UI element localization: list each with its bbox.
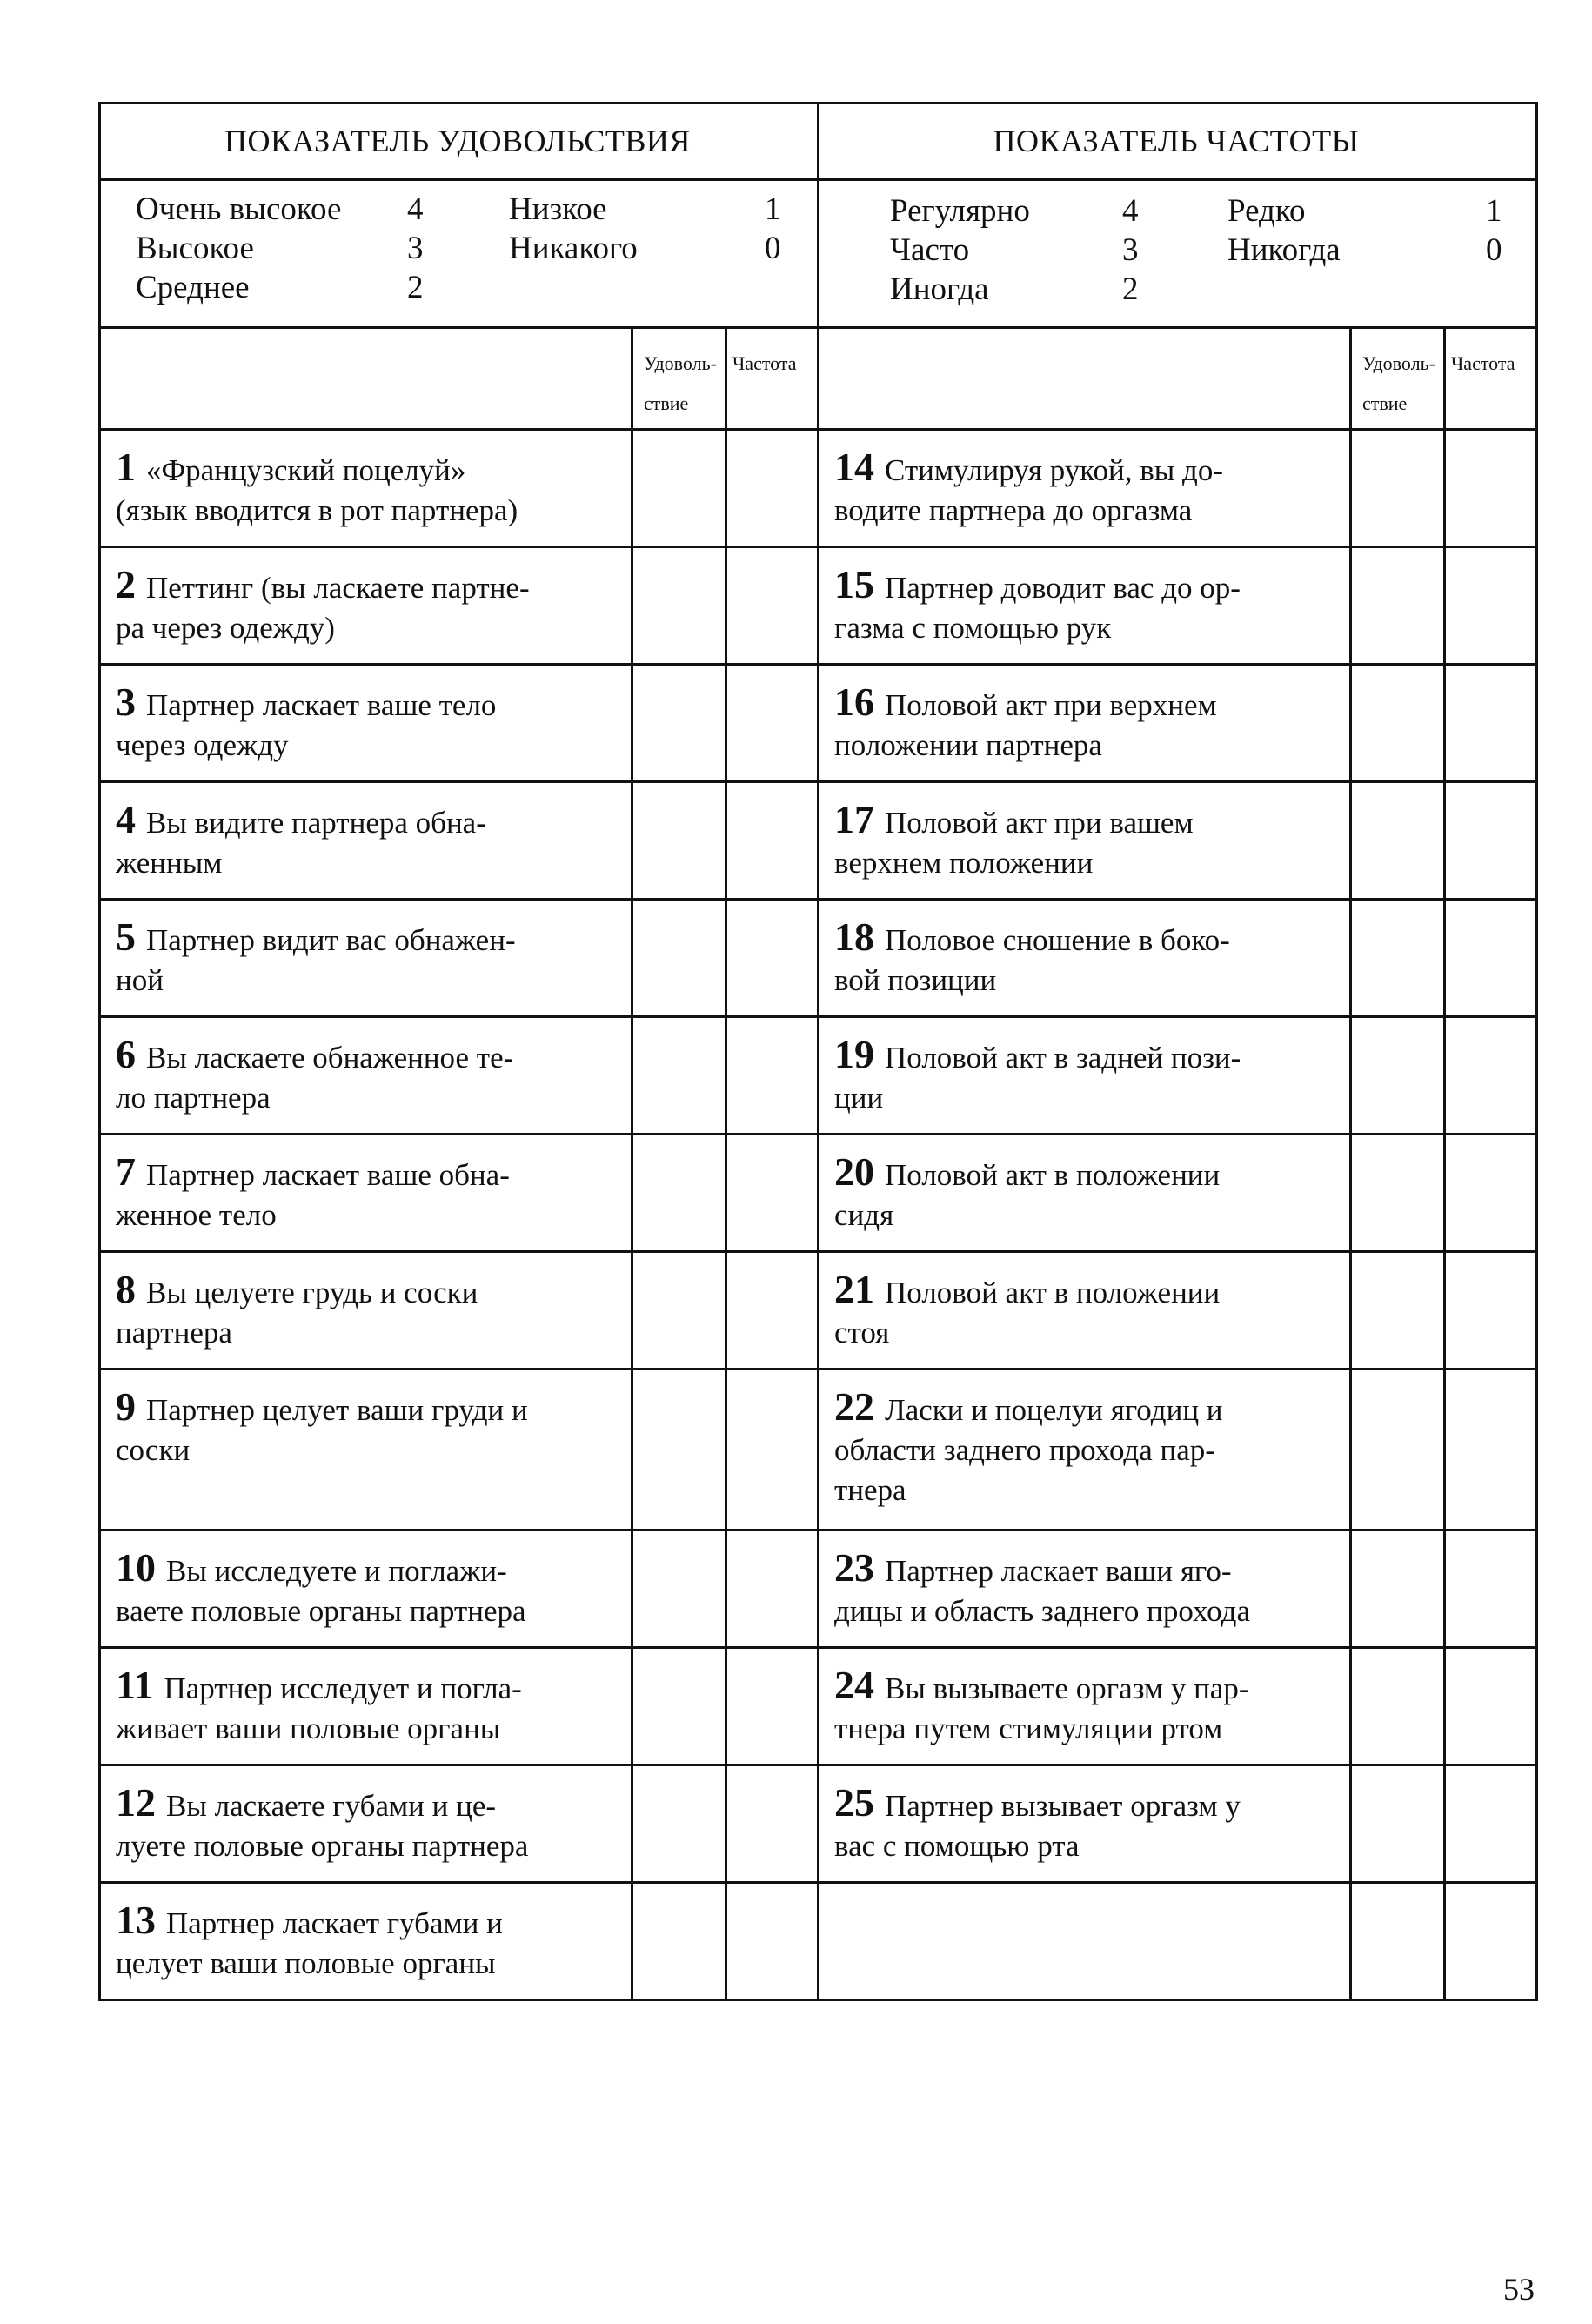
questionnaire-item (116, 914, 620, 1001)
questionnaire-item (116, 682, 620, 766)
frequency-score-cell[interactable] (1446, 1253, 1533, 1368)
item-text: Партнер вызывает оргазм у вас с помощью рта (834, 1789, 1241, 1863)
pleasure-score-cell[interactable] (633, 666, 725, 780)
frequency-header: ПОКАЗАТЕЛЬ ЧАСТОТЫ (993, 124, 1360, 158)
pleasure-score-cell[interactable] (1352, 1135, 1443, 1250)
item-text: Вы целуете грудь и соски партнера (116, 1276, 478, 1350)
scale-label: Иногда (890, 271, 989, 307)
item-number: 16 (834, 680, 874, 724)
questionnaire-item (116, 1149, 620, 1236)
item-number: 20 (834, 1149, 874, 1194)
pleasure-score-cell[interactable] (1352, 431, 1443, 546)
item-text: Половой акт в задней пози- ции (834, 1041, 1241, 1115)
frequency-score-cell[interactable] (727, 1135, 814, 1250)
column-header-line: Удоволь- (1362, 352, 1435, 374)
column-header-rule (98, 428, 1538, 431)
item-number: 1 (116, 445, 136, 489)
scale-value: 0 (765, 231, 781, 266)
item-number: 23 (834, 1545, 874, 1590)
scale-label: Высокое (136, 231, 254, 266)
questionnaire-item (116, 1900, 620, 1984)
scale-rule (98, 326, 1538, 329)
item-number: 24 (834, 1663, 874, 1707)
item-text: Половое сношение в боко- вой позиции (834, 923, 1230, 997)
pleasure-score-cell[interactable] (1352, 901, 1443, 1015)
scale-label: Низкое (509, 191, 607, 227)
frequency-score-cell[interactable] (1446, 548, 1533, 663)
item-text: Партнер ласкает губами и целует ваши половые органы (116, 1906, 503, 1980)
questionnaire-item (116, 1384, 620, 1470)
questionnaire-item (116, 1545, 620, 1631)
frequency-score-cell[interactable] (1446, 1018, 1533, 1133)
table-border-left (98, 102, 101, 2001)
questionnaire-item (834, 1780, 1343, 1866)
pleasure-score-cell[interactable] (633, 783, 725, 898)
item-number: 18 (834, 914, 874, 959)
item-number: 14 (834, 445, 874, 489)
item-text: Половой акт в положении сидя (834, 1158, 1221, 1232)
item-text: Половой акт в положении стоя (834, 1276, 1221, 1350)
item-number: 22 (834, 1384, 874, 1429)
pleasure-score-cell[interactable] (1352, 783, 1443, 898)
frequency-score-cell[interactable] (727, 666, 814, 780)
pleasure-score-cell[interactable] (633, 1766, 725, 1881)
item-number: 12 (116, 1780, 156, 1825)
scale-label: Редко (1227, 193, 1306, 229)
pleasure-score-cell[interactable] (1352, 1649, 1443, 1764)
scale-value: 4 (407, 191, 424, 227)
questionnaire-item (834, 1384, 1343, 1510)
item-number: 21 (834, 1267, 874, 1311)
item-text: Вы вызываете оргазм у пар- тнера путем стимуляции ртом (834, 1671, 1249, 1745)
questionnaire-item (834, 914, 1343, 1001)
right-pleasure-column-header (1362, 344, 1435, 424)
frequency-score-cell[interactable] (727, 783, 814, 898)
frequency-score-cell[interactable] (727, 901, 814, 1015)
column-header-line: Частота (1451, 352, 1515, 374)
item-text: Партнер ласкает ваши яго- дицы и область заднего прохода (834, 1554, 1251, 1628)
pleasure-score-cell[interactable] (633, 1018, 725, 1133)
item-number: 9 (116, 1384, 136, 1429)
pleasure-score-cell[interactable] (633, 901, 725, 1015)
item-text: Вы ласкаете обнаженное те- ло партнера (116, 1041, 514, 1115)
questionnaire-item (116, 1665, 620, 1749)
pleasure-score-cell[interactable] (1352, 666, 1443, 780)
item-number: 3 (116, 680, 136, 724)
item-text: Вы видите партнера обна- женным (116, 806, 486, 880)
item-number: 4 (116, 797, 136, 841)
scale-label: Очень высокое (136, 191, 342, 227)
item-number: 8 (116, 1267, 136, 1311)
item-number: 17 (834, 797, 874, 841)
questionnaire-item (834, 1269, 1343, 1353)
questionnaire-item (116, 1780, 620, 1866)
pleasure-score-cell[interactable] (633, 1884, 725, 1999)
item-text: Партнер ласкает ваше тело через одежду (116, 688, 497, 762)
questionnaire-item (116, 797, 620, 883)
questionnaire-item (834, 1665, 1343, 1749)
item-text: Партнер видит вас обнажен- ной (116, 923, 516, 997)
pleasure-score-cell[interactable] (633, 548, 725, 663)
item-number: 19 (834, 1032, 874, 1076)
scale-value: 3 (407, 231, 424, 266)
frequency-score-cell[interactable] (727, 1649, 814, 1764)
item-text: Вы ласкаете губами и це- луете половые органы партнера (116, 1789, 529, 1863)
frequency-score-cell[interactable] (1446, 1649, 1533, 1764)
column-header-line: Удоволь- (644, 352, 717, 374)
frequency-score-cell[interactable] (1446, 1531, 1533, 1646)
item-number: 7 (116, 1149, 136, 1194)
table-border-top (98, 102, 1538, 104)
questionnaire-item (116, 1032, 620, 1118)
left-pleasure-column-header (644, 344, 717, 424)
frequency-score-cell[interactable] (727, 548, 814, 663)
scale-value: 0 (1486, 232, 1502, 268)
questionnaire-item (116, 447, 620, 531)
pleasure-header: ПОКАЗАТЕЛЬ УДОВОЛЬСТВИЯ (224, 124, 691, 158)
item-number: 13 (116, 1898, 156, 1942)
header-rule (98, 178, 1538, 181)
pleasure-score-cell[interactable] (633, 1370, 725, 1529)
column-header-line: Частота (732, 352, 797, 374)
table-border-bottom (98, 1999, 1538, 2001)
column-header-line: ствие (644, 392, 689, 414)
pleasure-score-cell[interactable] (633, 431, 725, 546)
scale-value: 1 (1486, 193, 1502, 229)
questionnaire-item (834, 447, 1343, 531)
frequency-score-cell[interactable] (1446, 1135, 1533, 1250)
pleasure-score-cell[interactable] (633, 1649, 725, 1764)
item-text: Партнер исследует и погла- живает ваши половые органы (116, 1671, 522, 1745)
pleasure-score-cell[interactable] (1352, 1370, 1443, 1529)
scale-label: Регулярно (890, 193, 1030, 229)
frequency-score-cell[interactable] (727, 1370, 814, 1529)
questionnaire-item (834, 562, 1343, 648)
item-text: Стимулируя рукой, вы до- водите партнера до оргазма (834, 453, 1223, 527)
frequency-score-cell[interactable] (727, 1253, 814, 1368)
pleasure-score-cell[interactable] (1352, 1018, 1443, 1133)
item-number: 5 (116, 914, 136, 959)
item-number: 10 (116, 1545, 156, 1590)
item-number: 2 (116, 562, 136, 606)
frequency-score-cell[interactable] (1446, 1370, 1533, 1529)
questionnaire-item (834, 1032, 1343, 1118)
frequency-score-cell[interactable] (727, 1018, 814, 1133)
item-number: 11 (116, 1663, 154, 1707)
right-frequency-column-header (1451, 344, 1515, 384)
item-number: 15 (834, 562, 874, 606)
table-divider-center (817, 102, 819, 2001)
page-number: 53 (1503, 2272, 1535, 2307)
item-text: Вы исследуете и поглажи- ваете половые органы партнера (116, 1554, 526, 1628)
scale-label: Никакого (509, 231, 638, 266)
item-text: Половой акт при верхнем положении партнера (834, 688, 1217, 762)
item-text: Партнер ласкает ваше обна- женное тело (116, 1158, 510, 1232)
pleasure-score-cell[interactable] (633, 1253, 725, 1368)
scale-value: 3 (1122, 232, 1139, 268)
left-frequency-column-header (732, 344, 797, 384)
scale-value: 2 (1122, 271, 1139, 307)
questionnaire-item (834, 1545, 1343, 1631)
pleasure-score-cell[interactable] (633, 1531, 725, 1646)
table-border-right (1535, 102, 1538, 2001)
scale-value: 4 (1122, 193, 1139, 229)
row-rule (817, 1881, 1535, 1884)
column-header-line: ствие (1362, 392, 1408, 414)
questionnaire-item (834, 1149, 1343, 1236)
scale-label: Часто (890, 232, 970, 268)
item-text: Партнер доводит вас до ор- газма с помощью рук (834, 571, 1241, 645)
questionnaire-item (116, 1269, 620, 1353)
scale-value: 2 (407, 270, 424, 305)
pleasure-score-cell[interactable] (1352, 1531, 1443, 1646)
scale-label: Никогда (1227, 232, 1341, 268)
item-number: 25 (834, 1780, 874, 1825)
frequency-score-cell[interactable] (727, 431, 814, 546)
questionnaire-item (834, 797, 1343, 883)
frequency-score-cell[interactable] (727, 1884, 814, 1999)
item-number: 6 (116, 1032, 136, 1076)
item-text: Партнер целует ваши груди и соски (116, 1393, 528, 1467)
frequency-score-cell[interactable] (1446, 901, 1533, 1015)
pleasure-score-cell[interactable] (1352, 1253, 1443, 1368)
frequency-score-cell[interactable] (1446, 431, 1533, 546)
frequency-score-cell[interactable] (1446, 783, 1533, 898)
item-text: Петтинг (вы ласкаете партне- ра через одежду) (116, 571, 530, 645)
scale-label: Среднее (136, 270, 250, 305)
item-text: Половой акт при вашем верхнем положении (834, 806, 1194, 880)
pleasure-score-cell[interactable] (1352, 548, 1443, 663)
frequency-score-cell[interactable] (727, 1531, 814, 1646)
item-text: Ласки и поцелуи ягодиц и области заднего прохода пар- тнера (834, 1393, 1223, 1507)
frequency-score-cell[interactable] (727, 1766, 814, 1881)
frequency-score-cell[interactable] (1446, 666, 1533, 780)
questionnaire-item (834, 682, 1343, 766)
questionnaire-table (98, 102, 1538, 2001)
item-text: «Французский поцелуй» (язык вводится в рот партнера) (116, 453, 518, 527)
pleasure-score-cell[interactable] (633, 1135, 725, 1250)
scale-value: 1 (765, 191, 781, 227)
frequency-score-cell[interactable] (1446, 1766, 1533, 1881)
questionnaire-item (116, 562, 620, 648)
pleasure-score-cell[interactable] (1352, 1766, 1443, 1881)
